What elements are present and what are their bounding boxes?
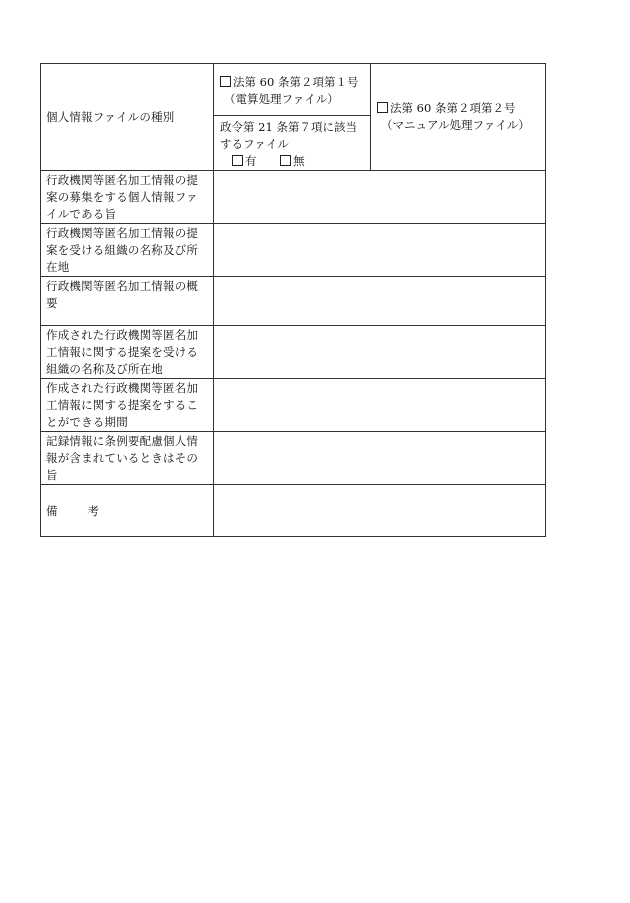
file-type-label (41, 64, 214, 171)
electronic-file-cell (214, 64, 371, 171)
file-type-label-text: 個人情報ファイルの種別 (46, 110, 175, 124)
electronic-file-option-text: 法第 60 条第２項第１号 (233, 75, 359, 89)
row-label: 行政機関等匿名加工情報の提案を受ける組織の名称及び所在地 (41, 224, 214, 277)
form-row (41, 277, 546, 326)
remarks-label-char2: 考 (87, 503, 99, 518)
row-label: 作成された行政機関等匿名加工情報に関する提案をすることができる期間 (41, 379, 214, 432)
row-value-field[interactable] (214, 432, 546, 485)
decree-text-line1: 政令第 21 条第７項に該当 (220, 120, 357, 134)
form-row (41, 326, 546, 379)
decree-text-line2: するファイル (220, 137, 289, 151)
decree-section (214, 116, 370, 170)
file-type-row (41, 64, 546, 171)
row-label: 記録情報に条例要配慮個人情報が含まれているときはその旨 (41, 432, 214, 485)
decree-no-label: 無 (293, 154, 305, 168)
row-value-field[interactable] (214, 379, 546, 432)
remarks-label-char1: 備 (46, 503, 58, 518)
row-value-field[interactable] (214, 224, 546, 277)
row-value-field[interactable] (214, 171, 546, 224)
form-row (41, 224, 546, 277)
remarks-label (41, 485, 214, 537)
manual-file-option[interactable] (371, 64, 546, 171)
decree-no-option[interactable] (280, 154, 305, 168)
decree-yes-label: 有 (245, 154, 257, 168)
personal-info-file-form (40, 63, 546, 537)
decree-no-checkbox[interactable] (280, 155, 291, 166)
electronic-file-option[interactable] (214, 64, 370, 116)
manual-file-option-text: 法第 60 条第２項第２号 (390, 101, 516, 115)
remarks-value-field[interactable] (214, 485, 546, 537)
manual-file-option-subtext: （マニュアル処理ファイル） (381, 118, 530, 132)
row-value-field[interactable] (214, 326, 546, 379)
row-label: 行政機関等匿名加工情報の概要 (41, 277, 214, 326)
form-row (41, 432, 546, 485)
form-row (41, 171, 546, 224)
decree-yes-option[interactable] (232, 154, 257, 168)
row-label: 作成された行政機関等匿名加工情報に関する提案を受ける組織の名称及び所在地 (41, 326, 214, 379)
remarks-row (41, 485, 546, 537)
decree-yes-checkbox[interactable] (232, 155, 243, 166)
row-value-field[interactable] (214, 277, 546, 326)
form-row (41, 379, 546, 432)
electronic-file-option-subtext: （電算処理ファイル） (224, 92, 339, 106)
row-label: 行政機関等匿名加工情報の提案の募集をする個人情報ファイルである旨 (41, 171, 214, 224)
manual-file-checkbox[interactable] (377, 102, 388, 113)
electronic-file-checkbox[interactable] (220, 76, 231, 87)
